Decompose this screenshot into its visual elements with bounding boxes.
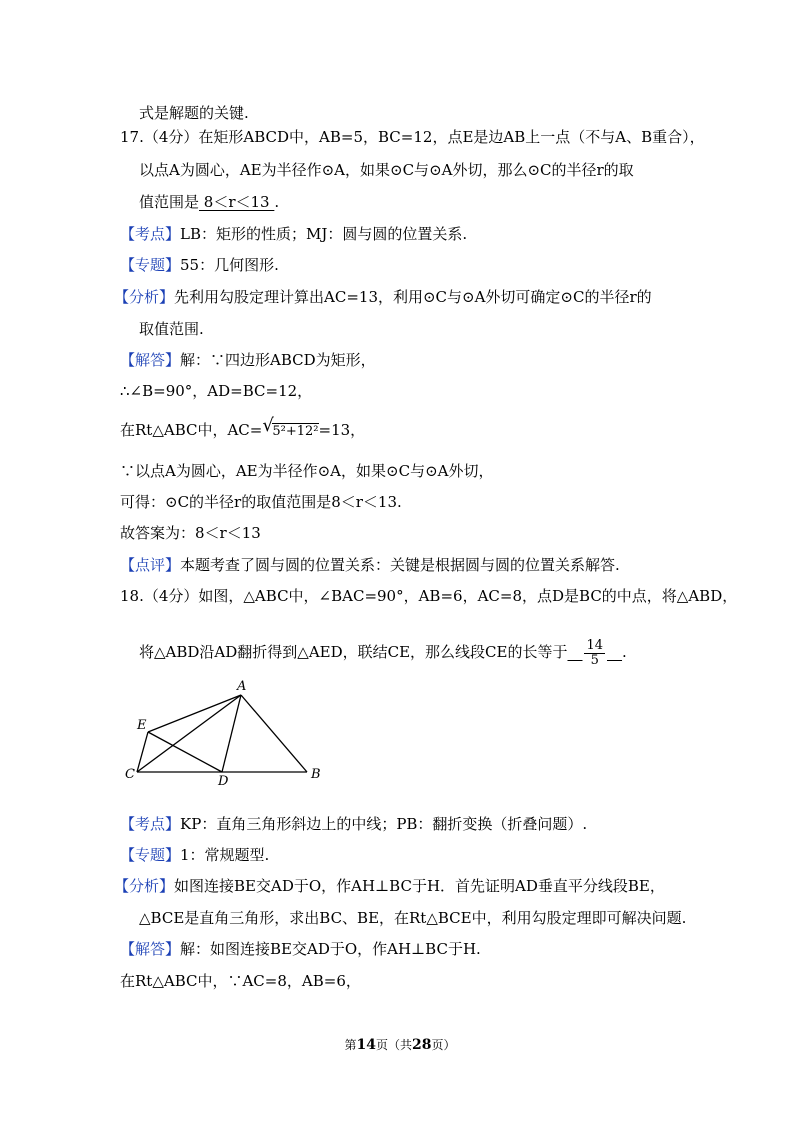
text: =13， [318,421,366,439]
section-tag: 【分析】 [114,877,175,895]
text: KP：直角三角形斜边上的中线；PB：翻折变换（折叠问题）. [180,815,588,833]
section-tag: 【分析】 [114,288,175,306]
question-17-line-1: 17.（4分）在矩形ABCD中，AB=5，BC=12，点E是边AB上一点（不与A、B重合）， [120,128,705,146]
text: 解：如图连接BE交AD于O，作AH⊥BC于H. [180,940,481,958]
text-line: 式是解题的关键. [139,104,249,122]
section-tag: 【专题】 [120,846,181,864]
sqrt-body: 5²+12² [272,424,319,439]
fenxi-18-line-2: △BCE是直角三角形，求出BC、BE，在Rt△BCE中，利用勾股定理即可解决问题. [139,909,687,927]
text: . [274,193,280,211]
jieda-18 [120,939,481,959]
fenxi-17-line-2: 取值范围. [139,320,204,338]
label-d: D [218,774,229,785]
footer-text: 页） [431,1038,456,1052]
kaodian-18 [120,814,587,834]
text: 将△ABD沿AD翻折得到△AED，联结CE，那么线段CE的长等于 [139,643,568,661]
text: 值范围是 [139,193,200,211]
question-18-line-2 [139,637,627,668]
solution-step [120,415,366,442]
total-pages: 28 [412,1037,432,1053]
page-footer [0,1036,800,1053]
zhuanti-17 [120,255,279,275]
segment-ae [148,695,241,732]
question-17-line-3 [139,192,279,212]
label-c: C [125,767,135,782]
section-tag: 【解答】 [120,351,181,369]
segment-ab [241,695,307,772]
section-tag: 【考点】 [120,815,181,833]
question-18-line-1: 18.（4分）如图，△ABC中，∠BAC=90°，AB=6，AC=8，点D是BC的中点，将△ABD， [120,587,738,605]
sqrt-expression: √ 5²+12² [262,415,319,439]
label-b: B [311,767,321,782]
dianping-17 [120,555,620,575]
text: 解：∵四边形ABCD为矩形， [180,351,376,369]
text: 本题考查了圆与圆的位置关系：关键是根据圆与圆的位置关系解答. [180,556,620,574]
section-tag: 【解答】 [120,940,181,958]
fraction [584,639,605,668]
section-tag: 【点评】 [120,556,181,574]
kaodian-17 [120,224,467,244]
solution-step: 可得：⊙C的半径r的取值范围是8＜r＜13. [120,493,402,511]
answer-blank: 8＜r＜13 [199,193,275,211]
geometry-figure [125,675,325,785]
solution-step: ∴∠B=90°，AD=BC=12， [120,382,313,400]
solution-step: 在Rt△ABC中，∵AC=8，AB=6， [120,972,361,990]
solution-step: 故答案为：8＜r＜13 [120,524,261,542]
fraction-denominator: 5 [590,652,599,668]
section-tag: 【考点】 [120,225,181,243]
section-tag: 【专题】 [120,256,181,274]
label-e: E [137,718,147,733]
text: 在Rt△ABC中，AC= [120,421,263,439]
label-a: A [237,679,247,694]
text: . [622,643,627,661]
footer-text: 页（共 [375,1038,412,1052]
text: 如图连接BE交AD于O，作AH⊥BC于H．首先证明AD垂直平分线段BE， [174,877,665,895]
zhuanti-18 [120,845,269,865]
fenxi-17 [114,287,652,307]
text: 1：常规题型. [180,846,270,864]
page-number: 14 [356,1037,376,1053]
question-17-line-2: 以点A为圆心，AE为半径作⊙A，如果⊙C与⊙A外切，那么⊙C的半径r的取 [139,161,634,179]
segment-ec [137,732,148,772]
text: 先利用勾股定理计算出AC=13，利用⊙C与⊙A外切可确定⊙C的半径r的 [174,288,652,306]
answer-blank: __ $\frac{14}{5}$ __ [567,637,623,668]
text: 55：几何图形. [180,256,279,274]
fenxi-18 [114,876,665,896]
text: LB：矩形的性质；MJ：圆与圆的位置关系. [180,225,468,243]
footer-text: 第 [344,1038,357,1052]
solution-step: ∵以点A为圆心，AE为半径作⊙A，如果⊙C与⊙A外切， [120,462,494,480]
jieda-17 [120,350,376,370]
fraction-numerator: 14 [586,637,604,653]
segment-ed [148,732,222,772]
